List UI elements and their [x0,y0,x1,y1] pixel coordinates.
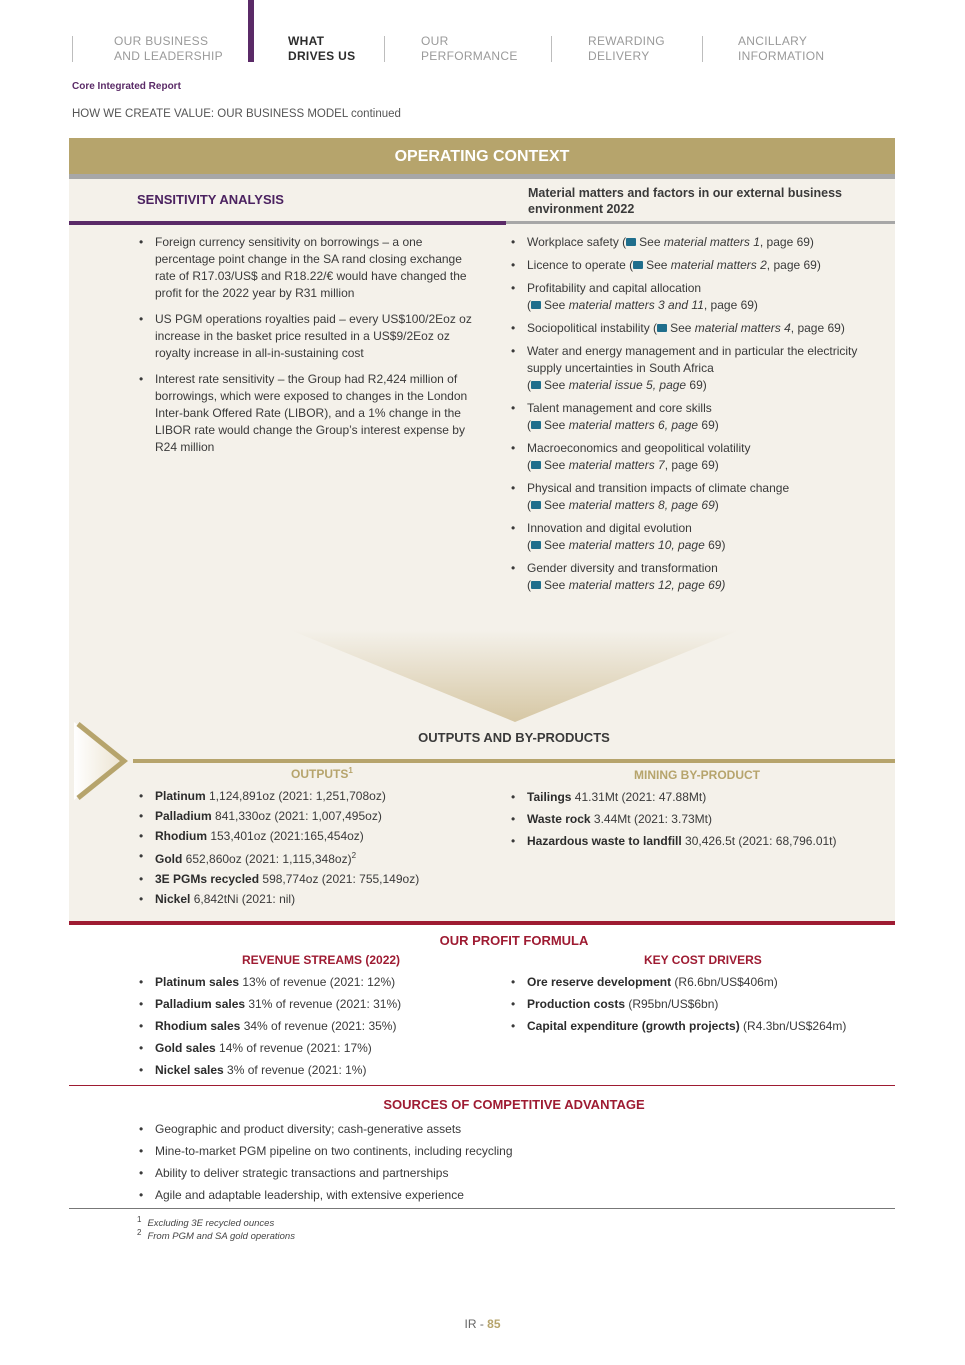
profit-formula-divider [69,921,895,925]
list-item [137,806,477,826]
list-item: • Agile and adaptable leadership, with extensive experience [137,1184,837,1206]
material-matter-text: Talent management and core skills [527,401,712,415]
reference-page: , page 69 [759,235,810,249]
item-value: (R6.6bn/US$406m) [671,975,778,989]
material-matter-text: Sociopolitical instability ( [527,321,658,335]
paren: ( [527,578,531,592]
see-label: See [670,321,695,335]
nav-label: AND LEADERSHIP [114,49,223,63]
paren: ) [840,321,845,335]
list-item [509,786,879,808]
item-value: (R4.3bn/US$264m) [739,1019,847,1033]
item-label: Capital expenditure (growth projects) [527,1019,740,1033]
reference-text: material matters 10, page [568,538,705,552]
nav-label: ANCILLARY [738,34,808,48]
byproduct-heading: MINING BY-PRODUCT [634,768,760,782]
paren: ( [527,538,531,552]
see-reference-link[interactable] [531,458,715,472]
material-matter-item [509,343,879,394]
revenue-streams-heading: REVENUE STREAMS (2022) [242,953,401,967]
reference-page: 69 [698,418,715,432]
outputs-list [137,786,477,909]
footnote-mark: 2 [351,851,357,860]
reference-page: , page 69 [766,258,817,272]
paren: ( [527,418,531,432]
nav-our-performance[interactable] [421,34,518,64]
outputs-heading-text: OUTPUTS [291,767,349,781]
see-reference-link[interactable] [531,418,715,432]
nav-active-indicator [248,0,254,62]
material-matter-item [509,234,879,251]
list-item [509,971,889,993]
competitive-divider [69,1085,895,1086]
see-label: See [544,298,569,312]
item-label: Rhodium [155,829,207,843]
item-value: (R95bn/US$6bn) [625,997,719,1011]
item-value: 3% of revenue (2021: 1%) [223,1063,367,1077]
folder-icon [531,501,541,509]
paren: ) [714,458,719,472]
paren: ) [714,418,719,432]
paren: ( [527,298,531,312]
page-number [0,1317,965,1331]
item-label: Gold sales [155,1041,216,1055]
item-label: Hazardous waste to landfill [527,834,682,848]
list-item [137,869,477,889]
material-matters-list [509,234,879,600]
nav-separator [72,36,73,62]
page-prefix: IR - [464,1317,488,1331]
reference-text: material matters 12, page 69) [568,578,726,592]
item-label: Nickel [155,892,191,906]
nav-label: REWARDING [588,34,665,48]
footnote-text: From PGM and SA gold operations [147,1231,295,1243]
item-value: 14% of revenue (2021: 17%) [215,1041,372,1055]
nav-separator [702,36,703,62]
material-matter-item [509,520,879,554]
nav-separator [551,36,552,62]
material-matter-item [509,320,879,337]
competitive-list [137,1118,837,1206]
item-value: 3.44Mt (2021: 3.73Mt) [590,812,712,826]
item-value: 31% of revenue (2021: 31%) [245,997,402,1011]
nav-label: PERFORMANCE [421,49,518,63]
operating-context-title: OPERATING CONTEXT [69,138,895,174]
folder-icon [531,381,541,389]
item-label: Palladium sales [155,997,246,1011]
list-item [509,1015,889,1037]
see-label: See [639,235,664,249]
revenue-list [137,971,477,1081]
nav-rewarding-delivery[interactable] [588,34,665,64]
material-matter-text: Innovation and digital evolution [527,521,692,535]
material-matter-text: Profitability and capital allocation [527,281,702,295]
sensitivity-analysis-title: SENSITIVITY ANALYSIS [137,192,284,207]
item-label: Platinum sales [155,975,240,989]
footnote-mark: 1 [137,1215,142,1224]
item-label: Rhodium sales [155,1019,241,1033]
folder-icon [531,461,541,469]
cost-list [509,971,889,1037]
material-matter-text: Gender diversity and transformation [527,561,718,575]
sensitivity-underline [69,221,506,225]
item-label: Nickel sales [155,1063,224,1077]
outputs-heading [291,766,353,781]
item-label: 3E PGMs recycled [155,872,260,886]
item-label: Tailings [527,790,572,804]
material-matter-item [509,280,879,314]
material-matter-text: Workplace safety ( [527,235,627,249]
reference-page: , page 69 [703,298,754,312]
page-number-value: 85 [487,1317,501,1331]
footnote-2 [137,1228,295,1242]
folder-icon [531,301,541,309]
competitive-advantage-title: SOURCES OF COMPETITIVE ADVANTAGE [383,1097,645,1112]
see-reference-link[interactable] [657,321,841,335]
section-subtitle: HOW WE CREATE VALUE: OUR BUSINESS MODEL continued [72,108,401,120]
footnote-mark: 2 [137,1228,142,1237]
paren: ) [714,498,719,512]
see-reference-link[interactable] [531,498,715,512]
material-matter-text: Licence to operate ( [527,258,634,272]
reference-text: material matters 2 [670,258,767,272]
list-item [137,971,477,993]
item-label: Production costs [527,997,626,1011]
paren: ) [721,538,726,552]
profit-formula-title: OUR PROFIT FORMULA [439,933,589,948]
paren: ( [527,458,531,472]
see-label: See [544,378,569,392]
reference-page: 69 [686,378,703,392]
nav-label: DELIVERY [588,49,650,63]
byproduct-list [509,786,879,852]
list-item: • US PGM operations royalties paid – every US$100/2Eoz oz increase in the basket price resulted in a US$9/2Eoz oz royalty increase in all-in-sustaining cost [137,311,477,362]
nav-label: OUR BUSINESS [114,34,209,48]
nav-our-business[interactable] [114,34,223,64]
item-value: 153,401oz (2021:165,454oz) [207,829,364,843]
see-reference-link[interactable] [531,378,703,392]
list-item [137,889,477,909]
list-item: • Interest rate sensitivity – the Group had R2,424 million of borrowings, which were exposed to changes in the London Inter-bank Offered Rate (LIBOR), and a 1% change in the LIBOR rate would change the Group’s interest expense by R24 million [137,371,477,456]
see-reference-link[interactable] [531,298,754,312]
item-value: 41.31Mt (2021: 47.88Mt) [571,790,707,804]
reference-text: material matters 7 [568,458,665,472]
material-matter-item [509,257,879,274]
list-item [137,846,477,869]
reference-text: material matters 8, page 69 [568,498,715,512]
item-value: 1,124,891oz (2021: 1,251,708oz) [205,789,386,803]
see-reference-link[interactable] [633,258,817,272]
item-label: Palladium [155,809,212,823]
reference-text: material matters 1 [663,235,760,249]
reference-page: , page 69 [790,321,841,335]
material-matter-text: Water and energy management and in particular the electricity supply uncertainties in South Africa [527,344,858,375]
item-value: 34% of revenue (2021: 35%) [240,1019,397,1033]
folder-icon [531,421,541,429]
paren: ( [527,498,531,512]
see-reference-link[interactable] [626,235,810,249]
material-matter-text: Physical and transition impacts of climate change [527,481,790,495]
see-label: See [544,458,569,472]
item-label: Ore reserve development [527,975,672,989]
item-label: Gold [155,852,183,866]
paren: ) [809,235,814,249]
item-label: Platinum [155,789,206,803]
material-matter-item [509,560,879,594]
nav-label: OUR [421,34,449,48]
funnel-graphic [290,630,740,722]
see-label: See [544,578,569,592]
report-label: Core Integrated Report [72,81,181,92]
folder-icon [531,581,541,589]
item-value: 598,774oz (2021: 755,149oz) [259,872,420,886]
cost-drivers-heading: KEY COST DRIVERS [644,953,762,967]
see-label: See [544,538,569,552]
paren: ) [753,298,758,312]
folder-icon [633,261,643,269]
item-value: 30,426.5t (2021: 68,796.01t) [681,834,837,848]
sensitivity-list [137,234,477,456]
footnote-text: Excluding 3E recycled ounces [147,1218,275,1230]
folder-icon [626,238,636,246]
material-matter-item [509,400,879,434]
list-item [137,786,477,806]
nav-label: INFORMATION [738,49,825,63]
list-item [509,993,889,1015]
outputs-divider [133,759,895,763]
material-matter-item [509,440,879,474]
see-reference-link[interactable] [531,578,725,592]
list-item [137,1059,477,1081]
paren: ) [702,378,707,392]
see-reference-link[interactable] [531,538,721,552]
reference-text: material matters 3 and 11 [568,298,704,312]
item-value: 6,842tNi (2021: nil) [190,892,296,906]
reference-text: material issue 5, page [568,378,687,392]
list-item [137,1015,477,1037]
footnote-mark: 1 [348,766,353,775]
nav-ancillary-information[interactable] [738,34,824,64]
nav-label: WHAT [288,34,325,48]
list-item: • Geographic and product diversity; cash-generative assets [137,1118,837,1140]
paren: ( [527,378,531,392]
list-item [137,1037,477,1059]
reference-page: 69 [704,538,722,552]
footnote-divider [69,1208,895,1209]
folder-icon [531,541,541,549]
see-label: See [544,498,569,512]
reference-text: material matters 6, page [568,418,699,432]
material-matters-underline [506,221,895,224]
reference-page: , page 69 [664,458,715,472]
item-label: Waste rock [527,812,591,826]
list-item [509,808,879,830]
see-label: See [544,418,569,432]
list-item: • Foreign currency sensitivity on borrowings – a one percentage point change in the SA rand closing exchange rate of R17.03/US$ and R18.22/€ would have changed the profit for the 2022 year by R31 million [137,234,477,302]
item-value: 841,330oz (2021: 1,007,495oz) [211,809,382,823]
paren: ) [816,258,821,272]
list-item [509,830,879,852]
folder-icon [657,324,667,332]
list-item: • Mine-to-market PGM pipeline on two continents, including recycling [137,1140,837,1162]
nav-label: DRIVES US [288,49,356,63]
nav-separator [384,36,385,62]
list-item: • Ability to deliver strategic transactions and partnerships [137,1162,837,1184]
nav-what-drives-us[interactable] [288,34,355,64]
list-item [137,826,477,846]
material-matters-title: Material matters and factors in our external business environment 2022 [528,186,842,216]
outputs-title: OUTPUTS AND BY-PRODUCTS [418,730,610,745]
material-matter-text: Macroeconomics and geopolitical volatility [527,441,751,455]
material-matter-item [509,480,879,514]
item-value: 652,860oz (2021: 1,115,348oz) [182,852,352,866]
item-value: 13% of revenue (2021: 12%) [239,975,396,989]
reference-text: material matters 4 [694,321,791,335]
see-label: See [646,258,671,272]
list-item [137,993,477,1015]
